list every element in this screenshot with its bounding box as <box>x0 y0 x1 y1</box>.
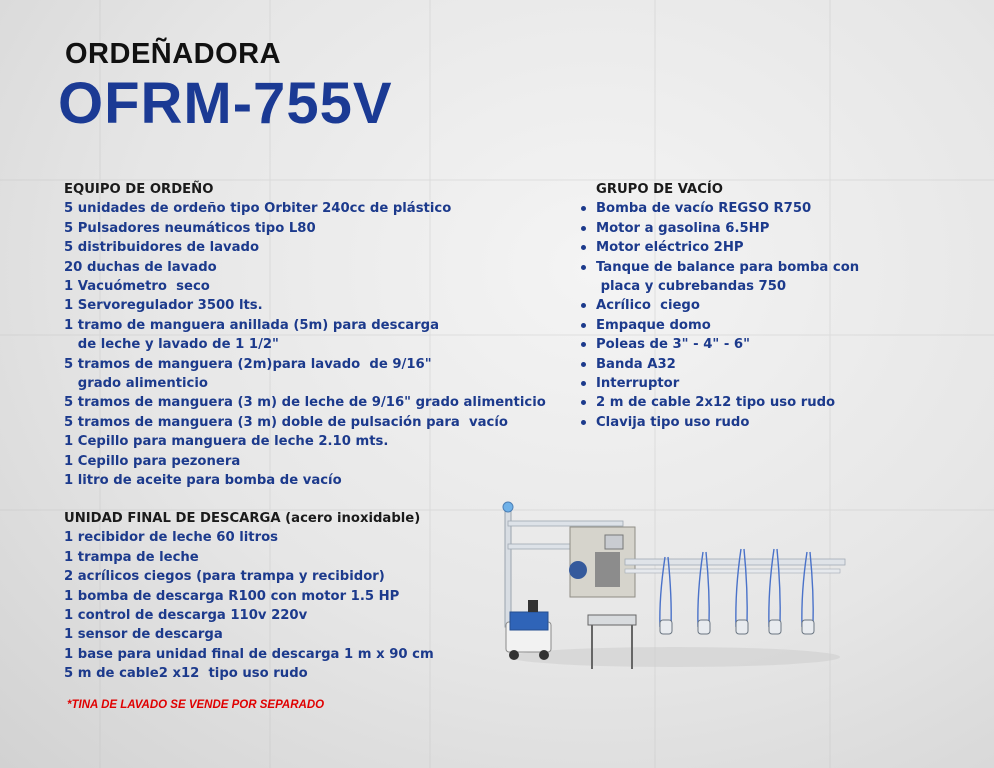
list-item: Interruptor <box>580 374 859 393</box>
list-item: 5 distribuidores de lavado <box>64 240 260 256</box>
milking-equipment-image <box>500 497 850 672</box>
list-item: 5 tramos de manguera (2m)para lavado de 9/16" <box>64 356 432 372</box>
list-item: 2 acrílicos ciegos (para trampa y recibidor) <box>64 569 385 585</box>
list-item: 1 recibidor de leche 60 litros <box>64 530 278 546</box>
list-item: Acrílico ciego <box>580 296 859 315</box>
list-item: 1 trampa de leche <box>64 549 199 565</box>
list-item: 5 unidades de ordeño tipo Orbiter 240cc de plástico <box>64 201 452 217</box>
list-item: Clavija tipo uso rudo <box>580 413 859 432</box>
list-item: 1 Cepillo para manguera de leche 2.10 mts. <box>64 434 389 450</box>
list-item: 5 tramos de manguera (3 m) de leche de 9/16" grado alimenticio <box>64 395 546 411</box>
section-heading: UNIDAD FINAL DE DESCARGA (acero inoxidable) <box>64 511 421 526</box>
unidad-final-section <box>64 509 434 684</box>
list-item: 20 duchas de lavado <box>64 259 217 275</box>
list-item: grado alimenticio <box>64 376 208 392</box>
list-item: Tanque de balance para bomba con <box>580 258 859 277</box>
equipo-ordeno-section <box>64 180 546 491</box>
grupo-vacio-section <box>580 180 859 432</box>
list-item: 1 control de descarga 110v 220v <box>64 608 308 624</box>
list-item: 1 base para unidad final de descarga 1 m x 90 cm <box>64 646 434 662</box>
list-item: 1 Vacuómetro seco <box>64 279 210 295</box>
list-item: Bomba de vacío REGSO R750 <box>580 199 859 218</box>
list-item: Motor eléctrico 2HP <box>580 238 859 257</box>
list-item: 5 tramos de manguera (3 m) doble de pulsación para vacío <box>64 414 508 430</box>
list-item: 1 tramo de manguera anillada (5m) para descarga <box>64 317 440 333</box>
list-item: 1 bomba de descarga R100 con motor 1.5 HP <box>64 588 400 604</box>
list-item: 1 sensor de descarga <box>64 627 223 643</box>
list-item: 1 litro de aceite para bomba de vacío <box>64 473 342 489</box>
list-item: Poleas de 3" - 4" - 6" <box>580 335 859 354</box>
list-item: placa y cubrebandas 750 <box>596 279 787 295</box>
list-item: Banda A32 <box>580 355 859 374</box>
section-heading: EQUIPO DE ORDEÑO <box>64 182 214 197</box>
list-item: 1 Servoregulador 3500 lts. <box>64 298 263 314</box>
list-item: Motor a gasolina 6.5HP <box>580 219 859 238</box>
list-item: 5 m de cable2 x12 tipo uso rudo <box>64 666 308 682</box>
list-item: 2 m de cable 2x12 tipo uso rudo <box>580 393 859 412</box>
list-item: 5 Pulsadores neumáticos tipo L80 <box>64 220 316 236</box>
model-title: OFRM-755V <box>58 71 393 136</box>
list-item: 1 Cepillo para pezonera <box>64 453 241 469</box>
list-item: Empaque domo <box>580 316 859 335</box>
section-heading: GRUPO DE VACÍO <box>596 182 724 197</box>
list-item: de leche y lavado de 1 1/2" <box>64 337 279 353</box>
separate-sale-note: *TINA DE LAVADO SE VENDE POR SEPARADO <box>67 699 325 711</box>
product-category: ORDEÑADORA <box>65 38 282 70</box>
